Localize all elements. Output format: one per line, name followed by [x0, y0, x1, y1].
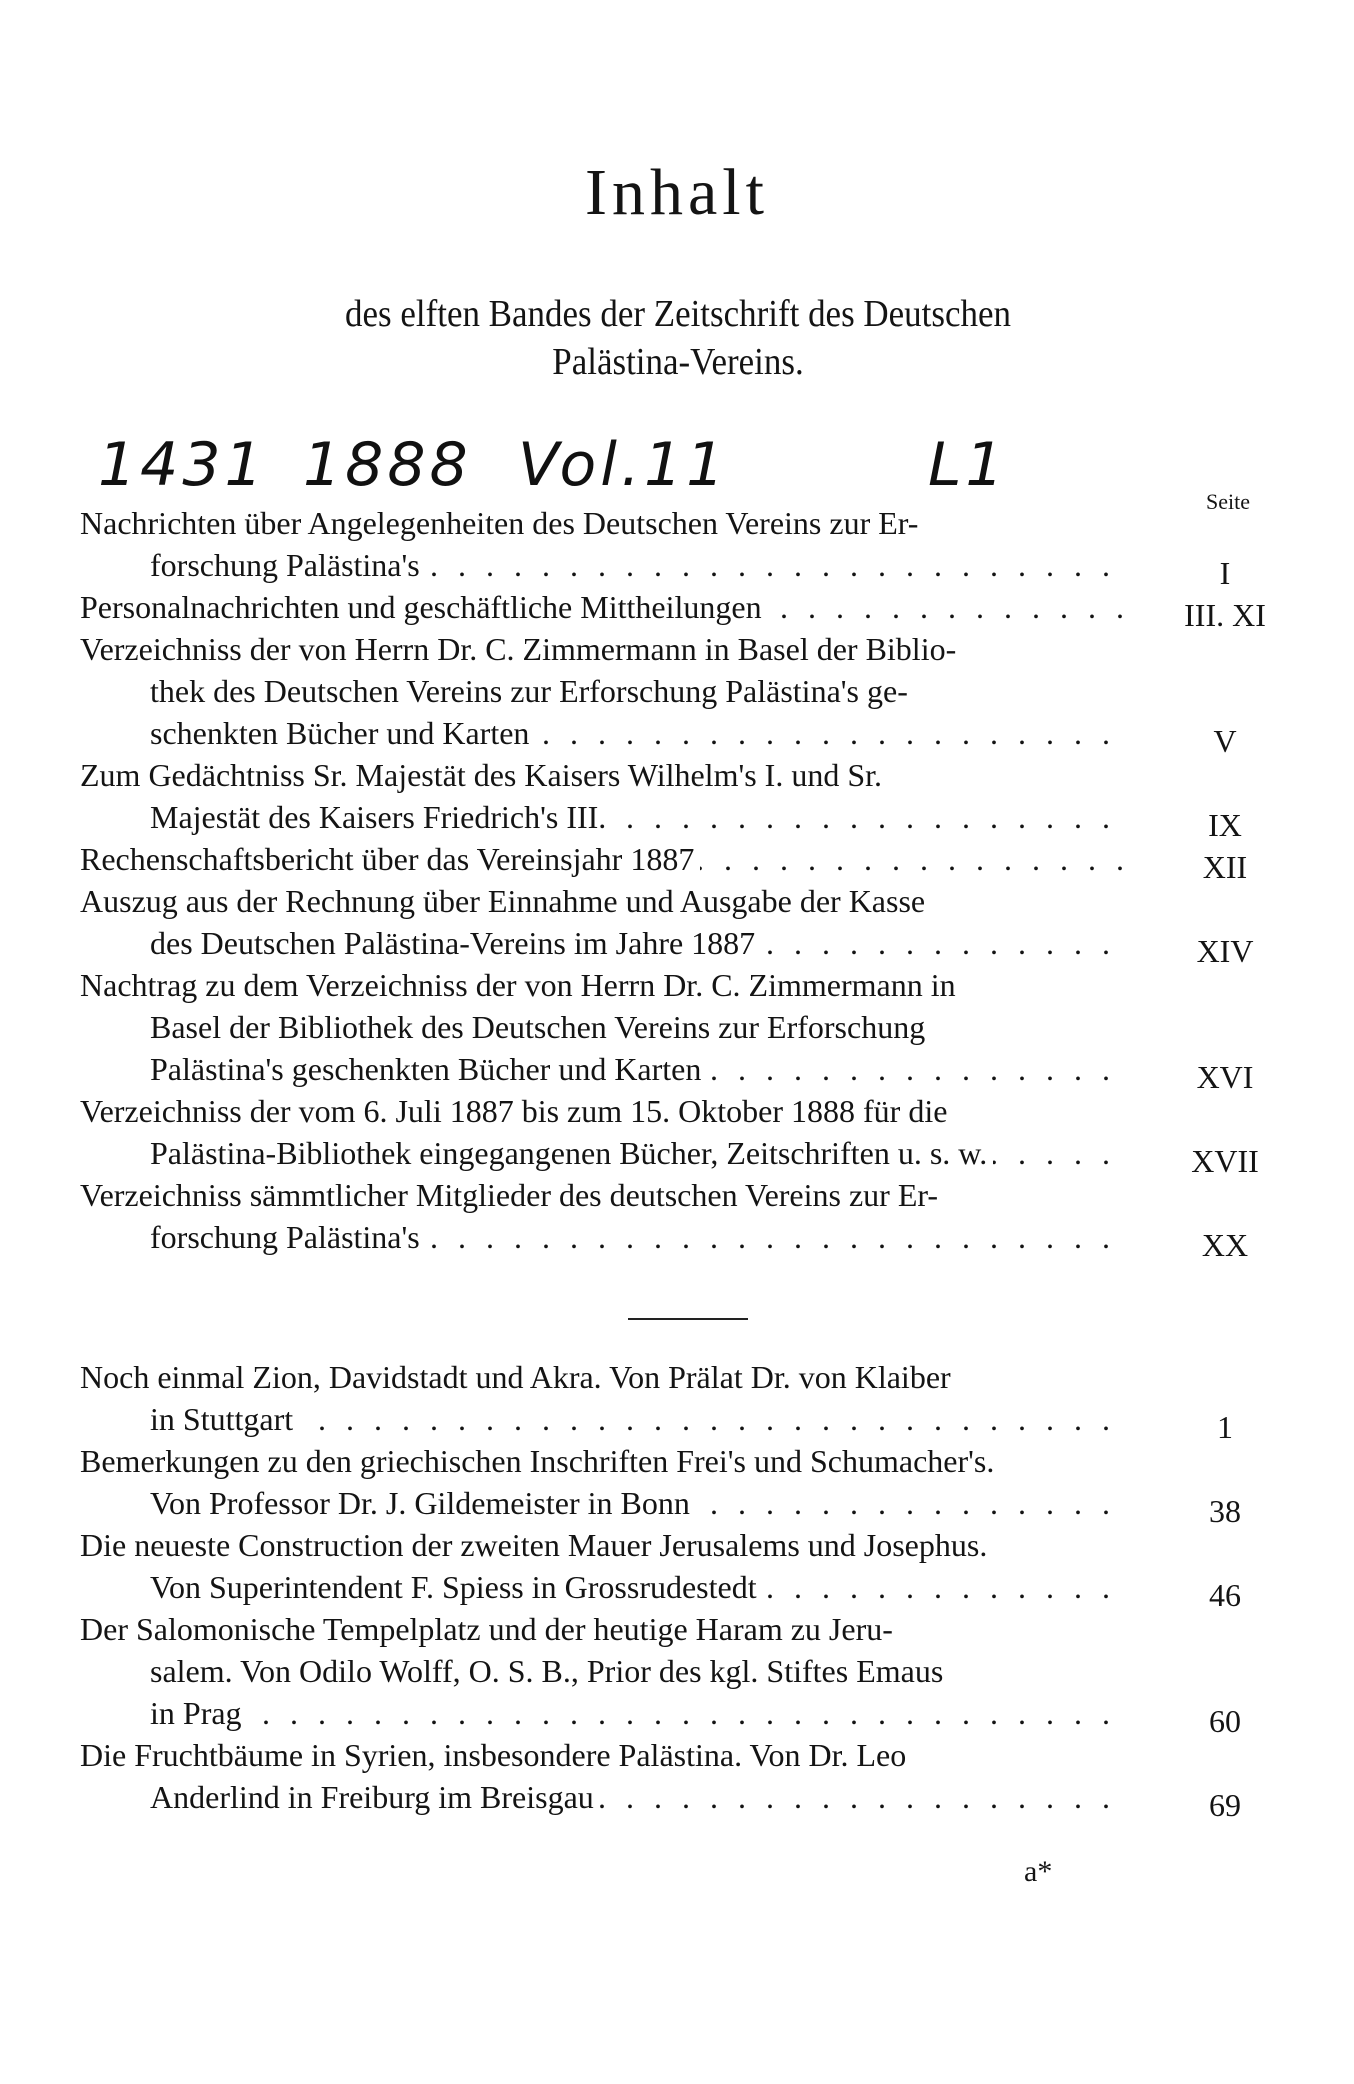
toc-page-number: III. XI [1184, 597, 1266, 633]
subtitle [264, 290, 1092, 386]
toc-entry-text: Palästina-Bibliothek eingegangenen Bücher, Zeitschriften u. s. w. [150, 1135, 993, 1171]
subtitle-line-1: des elften Bandes der Zeitschrift des Deutschen [345, 293, 1011, 335]
toc-entry-text: Verzeichniss der von Herrn Dr. C. Zimmermann in Basel der Biblio- [80, 631, 957, 667]
toc-entry-text: forschung Palästina's [150, 547, 426, 583]
toc-entry-text: Verzeichniss der vom 6. Juli 1887 bis zum 15. Oktober 1888 für die [80, 1093, 948, 1129]
toc-entry-line [80, 1398, 1130, 1440]
toc-entry-line [80, 1566, 1130, 1608]
toc-page-number: 38 [1209, 1493, 1241, 1529]
toc-entry-text: Der Salomonische Tempelplatz und der heutige Haram zu Jeru- [80, 1611, 893, 1647]
toc-page-number: I [1219, 555, 1231, 591]
handwritten-number: 1431 [98, 430, 267, 500]
toc-page-number: 60 [1209, 1703, 1241, 1739]
toc-entry-text: Von Professor Dr. J. Gildemeister in Bonn [150, 1485, 696, 1521]
toc-entry-line [80, 670, 1130, 712]
toc-entry-line [80, 1216, 1130, 1258]
toc-entry-text: Von Superintendent F. Spiess in Grossrudestedt [150, 1569, 763, 1605]
toc-entry-line [80, 922, 1130, 964]
toc-entry-line [80, 1174, 1130, 1216]
toc-entry-text: Noch einmal Zion, Davidstadt und Akra. Von Prälat Dr. von Klaiber [80, 1359, 951, 1395]
toc-entry-line [80, 1132, 1130, 1174]
toc-entry-line [80, 544, 1130, 586]
toc-entry-line [80, 964, 1130, 1006]
toc-entry-text: Basel der Bibliothek des Deutschen Vereins zur Erforschung [150, 1009, 926, 1045]
toc-entry [80, 1356, 1300, 1445]
toc-page-number: 46 [1209, 1577, 1241, 1613]
toc-entry-text: Zum Gedächtniss Sr. Majestät des Kaisers Wilhelm's I. und Sr. [80, 757, 883, 793]
toc-entry-line [80, 796, 1130, 838]
toc-page-number: IX [1208, 807, 1242, 843]
toc-entry-text: Die Fruchtbäume in Syrien, insbesondere Palästina. Von Dr. Leo [80, 1737, 907, 1773]
toc-entry-line [80, 838, 1130, 880]
toc-entry-line [80, 1650, 1130, 1692]
toc-entry-text: salem. Von Odilo Wolff, O. S. B., Prior des kgl. Stiftes Emaus [150, 1653, 944, 1689]
toc-entry-line [80, 712, 1130, 754]
toc-entry-line [80, 1006, 1130, 1048]
toc-page-number: V [1213, 723, 1237, 759]
toc-entry-line [80, 880, 1130, 922]
toc-entry-text: Personalnachrichten und geschäftliche Mittheilungen [80, 589, 768, 625]
toc-section-2 [80, 1356, 1300, 1823]
toc-entry [80, 964, 1300, 1095]
toc-entry [80, 628, 1300, 759]
toc-page-number: XVI [1196, 1059, 1254, 1095]
subtitle-line-2: Palästina-Vereins. [552, 341, 804, 383]
toc-entry [80, 838, 1300, 885]
toc-entry [80, 1174, 1300, 1263]
signature-mark: a* [1024, 1855, 1053, 1888]
toc-entry-text: thek des Deutschen Vereins zur Erforschung Palästina's ge- [150, 673, 908, 709]
toc-page-number: XII [1202, 849, 1248, 885]
toc-entry-line [80, 1090, 1130, 1132]
toc-page-number: 69 [1209, 1787, 1241, 1823]
toc-entry-line [80, 1608, 1130, 1650]
toc-entry-text: in Stuttgart [150, 1401, 299, 1437]
toc-entry-line [80, 502, 1130, 544]
toc-entry-text: Nachtrag zu dem Verzeichniss der von Herrn Dr. C. Zimmermann in [80, 967, 956, 1003]
toc-entry-text: Auszug aus der Rechnung über Einnahme und Ausgabe der Kasse [80, 883, 926, 919]
toc-page-number: XIV [1196, 933, 1254, 969]
toc-entry-line [80, 628, 1130, 670]
toc-entry [80, 1524, 1300, 1613]
toc-entry-text: Majestät des Kaisers Friedrich's III. [150, 799, 612, 835]
toc-entry [80, 586, 1300, 633]
handwritten-code: L1 [928, 430, 1008, 500]
handwritten-shelfmark [98, 430, 1198, 500]
toc-entry [80, 1608, 1300, 1739]
toc-entry-line [80, 1048, 1130, 1090]
toc-page-number: XVII [1191, 1143, 1259, 1179]
toc-page-number: XX [1201, 1227, 1249, 1263]
toc-entry-text: Rechenschaftsbericht über das Vereinsjahr 1887 [80, 841, 700, 877]
toc-entry [80, 1734, 1300, 1823]
toc-entry [80, 1090, 1300, 1179]
toc-entry-text: schenkten Bücher und Karten [150, 715, 535, 751]
toc-entry-text: in Prag [150, 1695, 248, 1731]
toc-entry [80, 1440, 1300, 1529]
handwritten-year: 1888 [303, 430, 472, 500]
toc-entry-line [80, 1524, 1130, 1566]
handwritten-volume: Vol.11 [518, 430, 729, 500]
toc-entry-text: Anderlind in Freiburg im Breisgau [150, 1779, 600, 1815]
toc-entry-line [80, 1356, 1130, 1398]
toc-entry-line [80, 1482, 1130, 1524]
toc-entry-line [80, 1776, 1130, 1818]
toc-entry [80, 754, 1300, 843]
page-title: Inhalt [585, 156, 769, 229]
column-header-seite: Seite [1206, 489, 1250, 514]
toc-entry-text: Nachrichten über Angelegenheiten des Deutschen Vereins zur Er- [80, 505, 919, 541]
toc-entry [80, 880, 1300, 969]
toc-entry-text: Die neueste Construction der zweiten Mauer Jerusalems und Josephus. [80, 1527, 988, 1563]
section-divider [628, 1318, 748, 1320]
toc-entry-line [80, 1734, 1130, 1776]
toc-entry [80, 502, 1300, 591]
toc-entry-text: Bemerkungen zu den griechischen Inschriften Frei's und Schumacher's. [80, 1443, 995, 1479]
toc-page-number: 1 [1217, 1409, 1233, 1445]
toc-entry-line [80, 1692, 1130, 1734]
toc-entry-text: Verzeichniss sämmtlicher Mitglieder des deutschen Vereins zur Er- [80, 1177, 939, 1213]
toc-entry-text: Palästina's geschenkten Bücher und Karten [150, 1051, 707, 1087]
toc-entry-text: des Deutschen Palästina-Vereins im Jahre 1887 [150, 925, 761, 961]
toc-section-1 [80, 502, 1300, 1263]
toc-entry-text: forschung Palästina's [150, 1219, 426, 1255]
toc-entry-line [80, 1440, 1130, 1482]
toc-entry-line [80, 754, 1130, 796]
toc-entry-line [80, 586, 1130, 628]
